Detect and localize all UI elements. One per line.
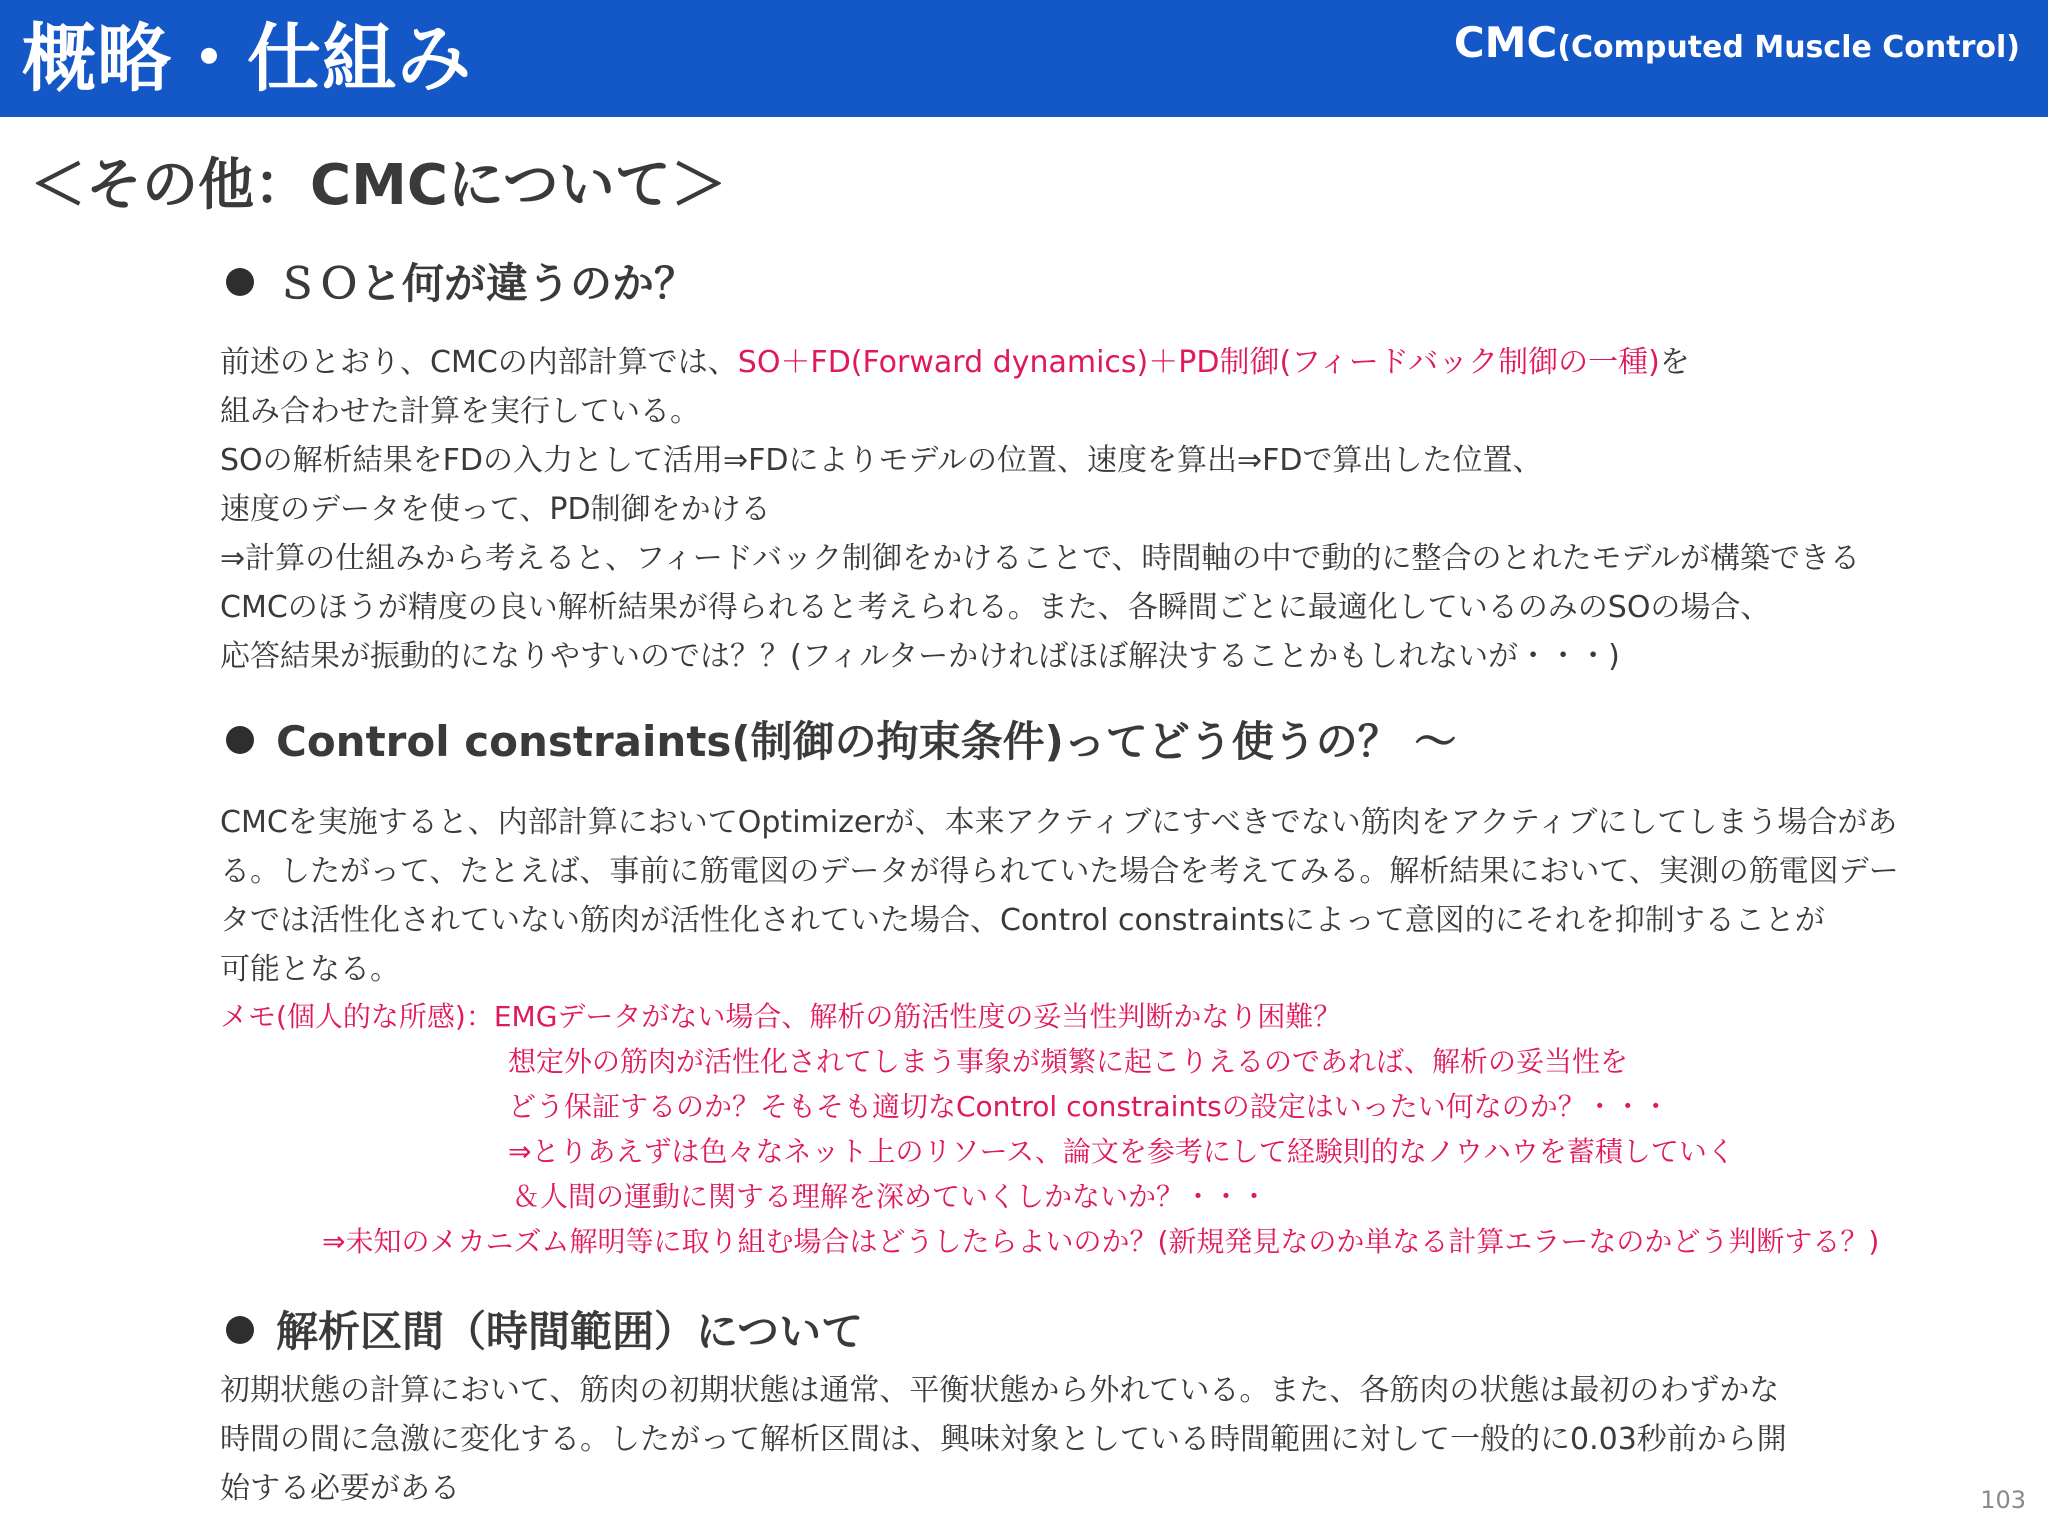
text-line: 始する必要がある xyxy=(220,1471,460,1506)
text-line: ⇒計算の仕組みから考えると、フィードバック制御をかけることで、時間軸の中で動的に整合のとれたモデルが構築できる xyxy=(220,541,1861,576)
bullet-icon xyxy=(226,268,254,296)
text-line: 可能となる。 xyxy=(220,952,400,987)
text-line: 組み合わせた計算を実行している。 xyxy=(220,394,700,429)
header-subtitle-main: CMC xyxy=(1453,18,1558,67)
paragraph-control-constraints xyxy=(220,798,1899,994)
paragraph-analysis-interval xyxy=(220,1366,1840,1513)
text-line: SOの解析結果をFDの入力として活用⇒FDによりモデルの位置、速度を算出⇒FDで算出した位置、 xyxy=(220,443,1543,478)
text-segment: を xyxy=(1659,345,1690,380)
heading-analysis-interval xyxy=(226,1304,863,1360)
text-line: タでは活性化されていない筋肉が活性化されていた場合、Control constraintsによって意図的にそれを抑制することが xyxy=(220,903,1825,938)
highlight-text: SO＋FD(Forward dynamics)＋PD制御(フィードバック制御の一種) xyxy=(737,345,1660,380)
bullet-icon xyxy=(226,726,254,754)
header-subtitle-paren: (Computed Muscle Control) xyxy=(1557,30,2020,65)
memo-line: ⇒未知のメカニズム解明等に取り組む場合はどうしたらよいのか？(新規発見なのか単なる計算エラーなのかどう判断する？) xyxy=(322,1225,1880,1258)
section-title: ＜その他：CMCについて＞ xyxy=(30,153,727,218)
heading-text: ＳＯと何が違うのか？ xyxy=(276,259,697,308)
memo-line: どう保証するのか？そもそも適切なControl constraintsの設定はいったい何なのか？・・・ xyxy=(508,1090,1670,1123)
text-line: る。したがって、たとえば、事前に筋電図のデータが得られていた場合を考えてみる。解析結果において、実測の筋電図デー xyxy=(220,854,1899,889)
text-line xyxy=(220,338,1840,387)
page-number: 103 xyxy=(1980,1486,2026,1514)
text-line: 時間の間に急激に変化する。したがって解析区間は、興味対象としている時間範囲に対して一般的に0.03秒前から開 xyxy=(220,1422,1787,1457)
memo-line: 想定外の筋肉が活性化されてしまう事象が頻繁に起こりえるのであれば、解析の妥当性を xyxy=(508,1045,1629,1078)
heading-text: 解析区間（時間範囲）について xyxy=(276,1307,864,1356)
header-subtitle xyxy=(1454,14,2020,81)
memo-block xyxy=(0,994,1900,1264)
heading-text: Control constraints(制御の拘束条件)ってどう使うの？ 〜 xyxy=(276,717,1457,766)
text-line: CMCを実施すると、内部計算においてOptimizerが、本来アクティブにすべきでない筋肉をアクティブにしてしまう場合があ xyxy=(220,805,1898,840)
text-line: 初期状態の計算において、筋肉の初期状態は通常、平衡状態から外れている。また、各筋肉の状態は最初のわずかな xyxy=(220,1373,1780,1408)
heading-control-constraints xyxy=(226,714,1456,770)
bullet-icon xyxy=(226,1316,254,1344)
memo-line: ⇒とりあえずは色々なネット上のリソース、論文を参考にして経験則的なノウハウを蓄積していく xyxy=(508,1135,1735,1168)
memo-line: メモ(個人的な所感)：EMGデータがない場合、解析の筋活性度の妥当性判断かなり困難？ xyxy=(220,1000,1342,1033)
heading-so-difference xyxy=(226,256,696,312)
text-line: 応答結果が振動的になりやすいのでは？？(フィルターかければほぼ解決することかもしれないが・・・) xyxy=(220,639,1620,674)
paragraph-so-difference xyxy=(220,338,1861,681)
text-line: CMCのほうが精度の良い解析結果が得られると考えられる。また、各瞬間ごとに最適化しているのみのSOの場合、 xyxy=(220,590,1771,625)
page-title: 概略・仕組み xyxy=(22,16,472,102)
text-line: 速度のデータを使って、PD制御をかける xyxy=(220,492,771,527)
text-segment: 前述のとおり、CMCの内部計算では、 xyxy=(220,345,738,380)
header-bar xyxy=(0,0,2048,117)
memo-line: ＆人間の運動に関する理解を深めていくしかないか？・・・ xyxy=(512,1180,1269,1213)
